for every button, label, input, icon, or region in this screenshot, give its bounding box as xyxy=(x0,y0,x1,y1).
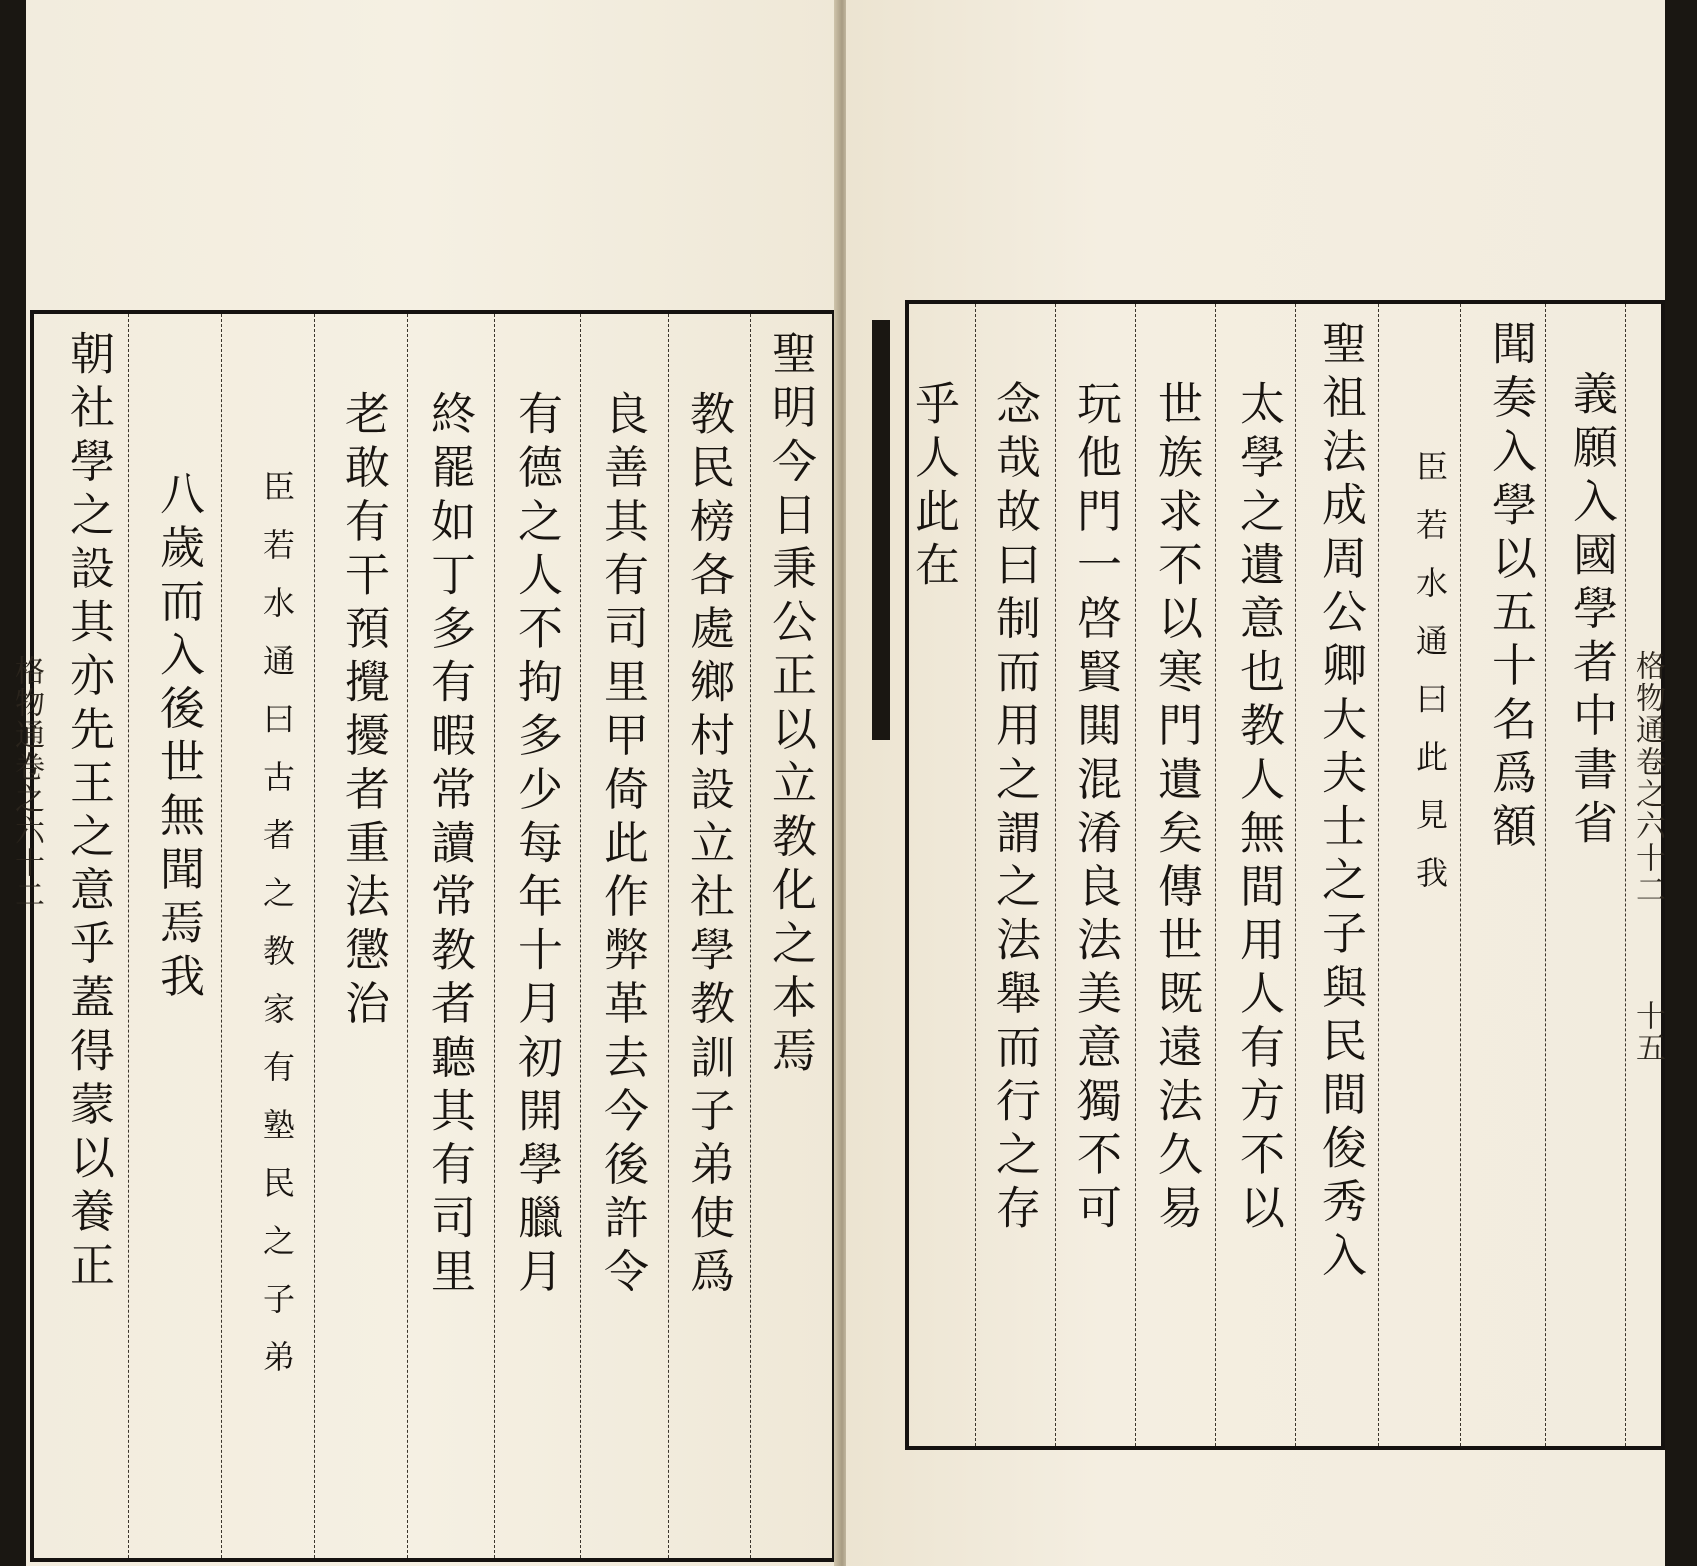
text-column-1: 聖明今日秉公正以立教化之本焉 xyxy=(764,330,817,1081)
text-column-3: 臣若水通曰此見我 xyxy=(1411,450,1449,914)
text-column-2: 聞奏入學以五十名爲額 xyxy=(1484,320,1537,856)
text-column-7: 臣若水通曰古者之教家有塾民之子弟 xyxy=(258,470,296,1398)
column-rule xyxy=(1055,304,1057,1446)
right-book-edge xyxy=(1665,0,1697,1566)
column-rule xyxy=(750,314,752,1558)
right-margin-title: 格物通卷之六十二 xyxy=(1630,650,1665,906)
text-column-6: 世族求不以寒門遺矣傳世既遠法久易 xyxy=(1150,380,1203,1238)
text-column-4: 有德之人不拘多少每年十月初開學臘月 xyxy=(510,390,563,1302)
text-column-9: 朝社學之設其亦先王之意乎蓋得蒙以養正 xyxy=(62,330,115,1295)
column-rule xyxy=(494,314,496,1558)
text-column-2: 教民榜各處鄉村設立社學教訓子弟使爲 xyxy=(682,390,735,1302)
text-column-8: 八歲而入後世無聞焉我 xyxy=(152,470,205,1006)
text-column-4: 聖祖法成周公卿大夫士之子與民間俊秀入 xyxy=(1314,320,1367,1285)
column-rule xyxy=(1545,304,1547,1446)
right-page-edge xyxy=(872,320,890,740)
left-margin-title: 格物通卷之六十二 xyxy=(9,655,44,911)
column-rule xyxy=(128,314,130,1558)
column-rule xyxy=(1215,304,1217,1446)
column-rule xyxy=(1378,304,1380,1446)
text-column-8: 念哉故曰制而用之謂之法舉而行之存 xyxy=(988,380,1041,1238)
column-rule xyxy=(314,314,316,1558)
text-column-1: 義願入國學者中書省 xyxy=(1565,370,1618,853)
text-column-5: 太學之遺意也教人無間用人有方不以 xyxy=(1232,380,1285,1238)
text-column-6: 老敢有干預攪擾者重法懲治 xyxy=(337,390,390,1034)
text-column-5: 終罷如丁多有暇常讀常教者聽其有司里 xyxy=(423,390,476,1302)
column-rule xyxy=(221,314,223,1558)
text-column-9: 乎人此在 xyxy=(907,380,960,595)
column-rule xyxy=(1460,304,1462,1446)
folio-number: 十五 xyxy=(1630,1000,1665,1064)
column-rule xyxy=(1295,304,1297,1446)
column-rule xyxy=(668,314,670,1558)
column-rule xyxy=(407,314,409,1558)
text-column-7: 玩他門一啓賢閧混淆良法美意獨不可 xyxy=(1069,380,1122,1238)
column-rule xyxy=(975,304,977,1446)
text-column-3: 良善其有司里甲倚此作弊革去今後許令 xyxy=(596,390,649,1302)
column-rule xyxy=(580,314,582,1558)
column-rule xyxy=(1135,304,1137,1446)
